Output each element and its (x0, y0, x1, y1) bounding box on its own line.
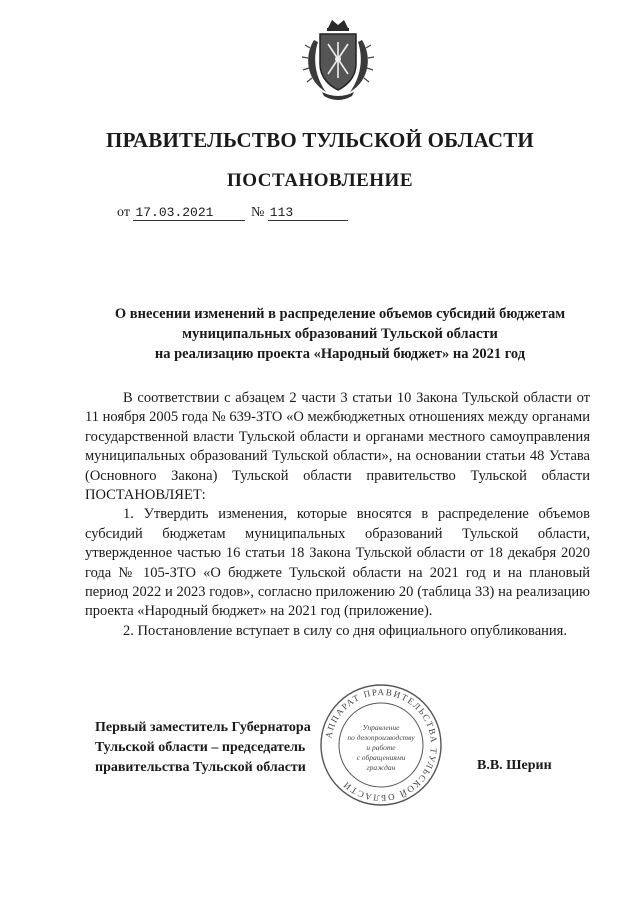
seal-inner-line: Управление (362, 723, 400, 732)
seal-inner-line: граждан (366, 763, 396, 772)
coat-of-arms-icon (300, 18, 376, 100)
date-number-line (117, 205, 348, 221)
signer-position-line: правительства Тульской области (95, 760, 306, 775)
document-body (85, 389, 590, 641)
document-date: 17.03.2021 (133, 205, 245, 221)
title-line: О внесении изменений в распределение объемов субсидий бюджетам (114, 306, 566, 322)
signer-position (95, 718, 311, 778)
seal-inner-line: по делопроизводству (347, 733, 415, 742)
seal-inner-line: с обращениями (356, 753, 406, 762)
document-type: ПОСТАНОВЛЕНИЕ (226, 170, 414, 191)
number-prefix: № (250, 205, 265, 220)
signer-position-line: Первый заместитель Губернатора (95, 720, 311, 735)
document-title (70, 304, 610, 364)
title-line: на реализацию проекта «Народный бюджет» на 2021 год (154, 346, 526, 362)
body-paragraph: В соответствии с абзацем 2 части 3 статьи 10 Закона Тульской области от 11 ноября 2005 года № 639-ЗТО «О межбюджетных отношениях между органами государственной власти Тульской области и органами местного самоуправления муниципальных образований Тульской области», на основании статьи 48 Устава (Основного Закона) Тульской области правительство Тульской области ПОСТАНОВЛЯЕТ: (85, 390, 590, 504)
signer-name: В.В. Шерин (477, 758, 552, 773)
document-number: 113 (268, 205, 348, 221)
seal-outer-text: АППАРАТ ПРАВИТЕЛЬСТВА ТУЛЬСКОЙ ОБЛАСТИ (323, 686, 440, 804)
authority-heading: ПРАВИТЕЛЬСТВО ТУЛЬСКОЙ ОБЛАСТИ (106, 128, 534, 152)
signer-position-line: Тульской области – председатель (95, 740, 306, 755)
date-prefix: от (117, 205, 130, 220)
official-seal (318, 682, 444, 808)
title-line: муниципальных образований Тульской области (182, 326, 498, 342)
body-paragraph: 2. Постановление вступает в силу со дня официального опубликования. (123, 622, 567, 639)
body-paragraph: 1. Утвердить изменения, которые вносятся в распределение объемов субсидий бюджетам муниципальных образований Тульской области, утвержденное частью 16 статьи 18 Закона Тульской области от 18 декабря 2020 года № 105-ЗТО «О бюджете Тульской области на 2021 год и на плановый период 2022 и 2023 годов», согласно приложению 20 (таблица 33) на реализацию проекта «Народный бюджет» на 2021 год (приложение). (85, 506, 590, 620)
seal-inner-line: и работе (366, 743, 396, 752)
